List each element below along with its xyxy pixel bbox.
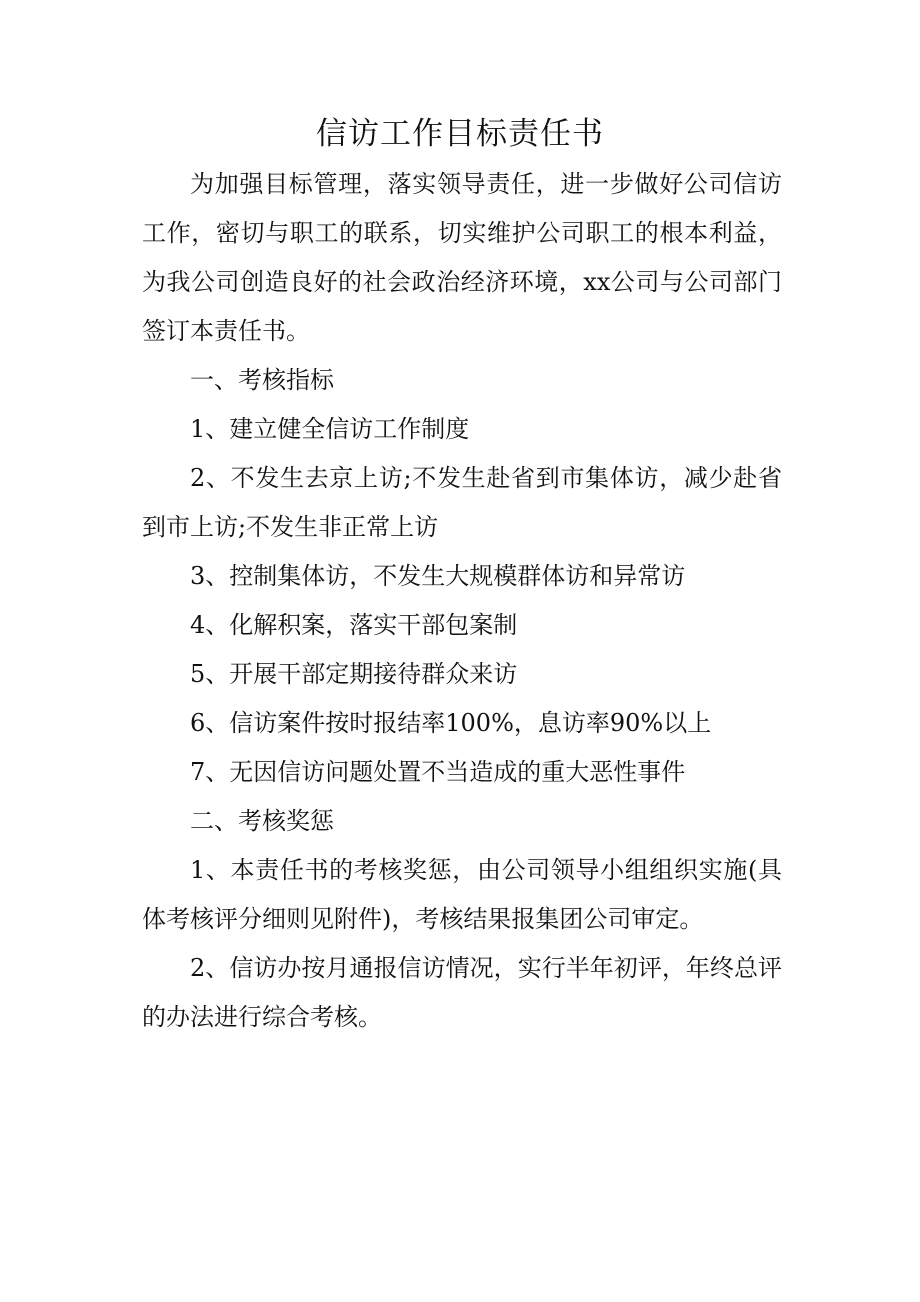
rewards-penalties-item: 1、本责任书的考核奖惩，由公司领导小组组织实施(具体考核评分细则见附件)，考核结果报集团公司审定。 [142, 856, 782, 933]
indicator-item: 2、不发生去京上访;不发生赴省到市集体访，减少赴省到市上访;不发生非正常上访 [142, 464, 782, 541]
indicator-item: 6、信访案件按时报结率100%，息访率90%以上 [190, 709, 712, 737]
section-heading-assessment-indicators: 一、考核指标 [190, 366, 334, 394]
indicator-item: 5、开展干部定期接待群众来访 [190, 660, 518, 688]
section-heading-rewards-penalties: 二、考核奖惩 [190, 807, 334, 835]
document-body [142, 160, 782, 1042]
indicator-item: 7、无因信访问题处置不当造成的重大恶性事件 [190, 758, 686, 786]
indicator-item: 1、建立健全信访工作制度 [190, 415, 470, 443]
indicator-item: 3、控制集体访，不发生大规模群体访和异常访 [190, 562, 686, 590]
rewards-penalties-item: 2、信访办按月通报信访情况，实行半年初评，年终总评的办法进行综合考核。 [142, 954, 782, 1031]
intro-paragraph: 为加强目标管理，落实领导责任，进一步做好公司信访工作，密切与职工的联系，切实维护公司职工的根本利益，为我公司创造良好的社会政治经济环境，xx公司与公司部门签订本责任书。 [142, 170, 782, 345]
indicator-item: 4、化解积案，落实干部包案制 [190, 611, 518, 639]
document-title: 信访工作目标责任书 [316, 116, 604, 152]
